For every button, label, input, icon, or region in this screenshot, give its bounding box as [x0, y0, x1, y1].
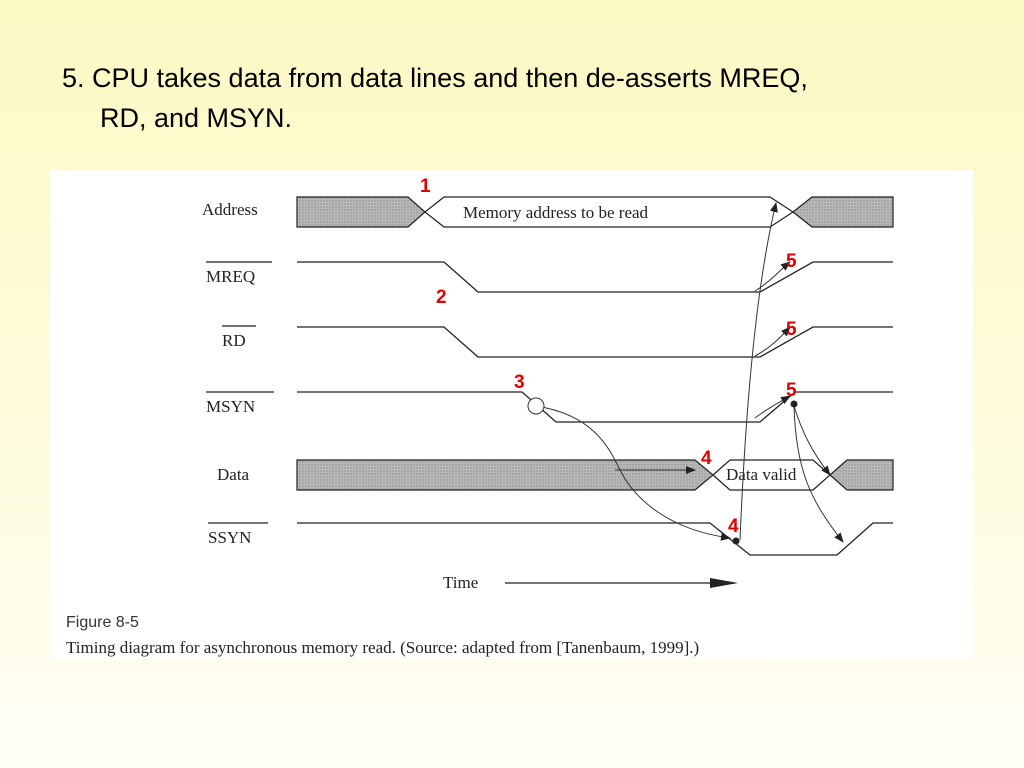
- rd-waveform: [297, 327, 893, 357]
- step-number-2: 2: [436, 287, 447, 308]
- signal-label-msyn: MSYN: [206, 397, 256, 416]
- data-bus-text: Data valid: [726, 465, 797, 484]
- time-arrow-head: [710, 578, 738, 588]
- step-number-3: 3: [514, 372, 525, 393]
- step-number-5c: 5: [786, 380, 797, 401]
- figure-caption: Timing diagram for asynchronous memory read. (Source: adapted from [Tanenbaum, 1999].): [66, 638, 700, 657]
- signal-label-data: Data: [217, 465, 250, 484]
- step-number-1: 1: [420, 176, 431, 197]
- signal-label-mreq: MREQ: [206, 267, 256, 286]
- signal-label-address: Address: [202, 200, 258, 219]
- msyn-edge-circle: [528, 398, 544, 414]
- msyn-rise-dot: [791, 401, 798, 408]
- time-axis-label: Time: [443, 573, 479, 592]
- heading-line-1: 5. CPU takes data from data lines and then de-asserts MREQ,: [62, 63, 808, 93]
- causality-arrows: [536, 203, 843, 542]
- step-number-5a: 5: [786, 251, 797, 272]
- ssyn-waveform: [297, 523, 893, 555]
- address-bus-text: Memory address to be read: [463, 203, 649, 222]
- msyn-waveform: [297, 392, 893, 422]
- signal-label-rd: RD: [222, 331, 246, 350]
- step-number-4b: 4: [728, 516, 739, 537]
- ssyn-fall-dot: [733, 538, 740, 545]
- figure-panel: [50, 170, 973, 658]
- timing-diagram: [50, 170, 973, 658]
- step-number-4a: 4: [701, 448, 712, 469]
- data-waveform: [297, 460, 893, 490]
- mreq-waveform: [297, 262, 893, 292]
- heading-line-2: RD, and MSYN.: [100, 103, 293, 133]
- step-number-5b: 5: [786, 319, 797, 340]
- figure-title: Figure 8-5: [66, 614, 139, 631]
- slide-heading: [62, 58, 982, 138]
- signal-label-ssyn: SSYN: [208, 528, 252, 547]
